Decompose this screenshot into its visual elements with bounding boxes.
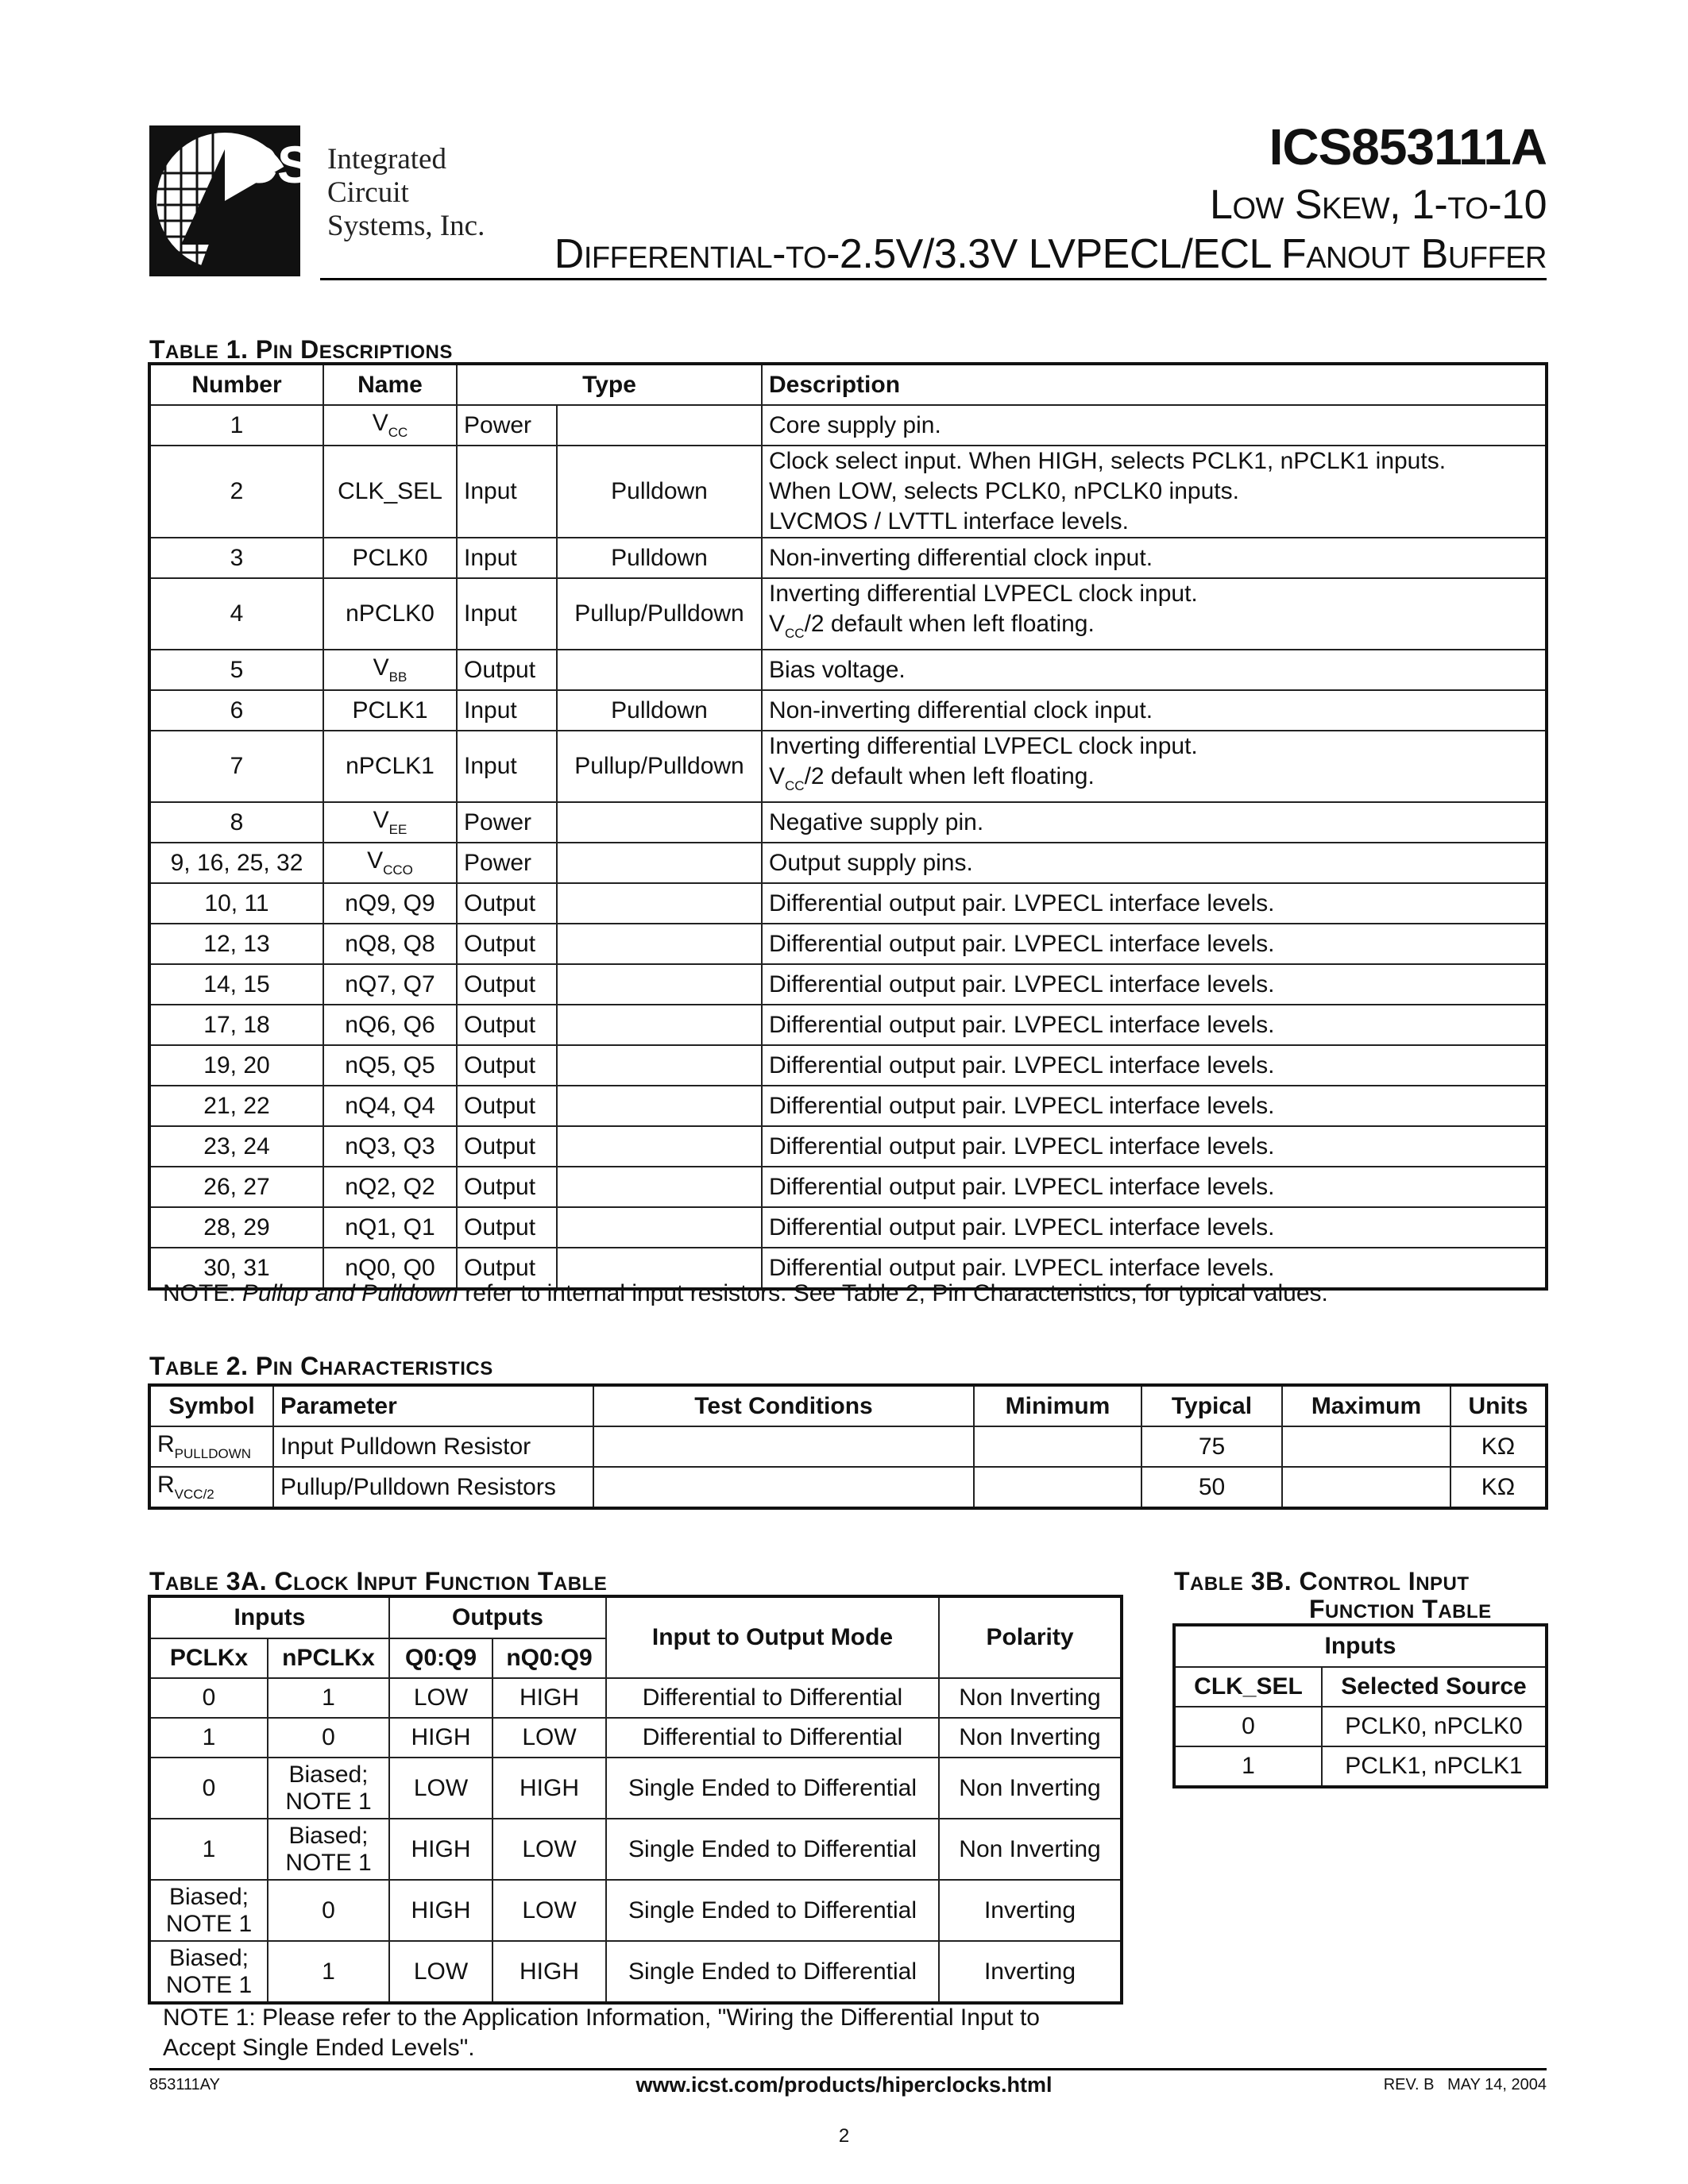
nq-cell: HIGH xyxy=(492,1941,606,2002)
company-name-line-1: Integrated xyxy=(327,143,446,176)
pin-pull xyxy=(557,650,762,690)
pin-name-subscript: EE xyxy=(388,822,408,837)
pin-number: 1 xyxy=(150,405,323,446)
pin-name: nQ4, Q4 xyxy=(323,1086,457,1126)
pin-name: nQ5, Q5 xyxy=(323,1045,457,1086)
table-row xyxy=(150,1167,1546,1207)
clk-sel-cell: 0 xyxy=(1175,1707,1322,1746)
table-row xyxy=(150,1678,1121,1718)
pin-type: Output xyxy=(457,1126,557,1167)
pin-pull xyxy=(557,843,762,883)
pin-pull: Pulldown xyxy=(557,538,762,578)
pin-pull xyxy=(557,1045,762,1086)
pin-description xyxy=(762,924,1546,964)
header-cell: Maximum xyxy=(1282,1386,1450,1426)
pin-number: 14, 15 xyxy=(150,964,323,1005)
company-name-line-3: Systems, Inc. xyxy=(327,210,485,242)
description-line: $V_{CC}/2$ default when left floating. xyxy=(769,763,1095,793)
pin-name: nQ7, Q7 xyxy=(323,964,457,1005)
table-row xyxy=(150,446,1546,538)
pin-number: 12, 13 xyxy=(150,924,323,964)
pin-description xyxy=(762,1045,1546,1086)
pin-description xyxy=(762,1167,1546,1207)
pin-number: 2 xyxy=(150,446,323,538)
q-cell: LOW xyxy=(389,1941,492,2002)
pin-description xyxy=(762,1126,1546,1167)
pin-number: 8 xyxy=(150,802,323,843)
page-number-text: 2 xyxy=(838,2125,850,2147)
description-line: Differential output pair. LVPECL interface levels. xyxy=(769,1133,1275,1160)
table1-note-italic: Pullup and Pulldown xyxy=(242,1280,458,1306)
header-number: Number xyxy=(150,365,323,405)
parameter-cell: Pullup/Pulldown Resistors xyxy=(273,1467,593,1507)
header-q: Q0:Q9 xyxy=(389,1638,492,1678)
cell-line: NOTE 1 xyxy=(285,1788,372,1815)
company-name-line-2: Circuit xyxy=(327,176,409,209)
mode-cell: Single Ended to Differential xyxy=(606,1819,939,1880)
polarity-cell: Non Inverting xyxy=(939,1819,1121,1880)
polarity-cell: Non Inverting xyxy=(939,1758,1121,1819)
pin-pull xyxy=(557,1086,762,1126)
pin-description xyxy=(762,578,1546,650)
pclkx-cell: 1 xyxy=(150,1718,268,1758)
subtitle-line-2: DIFFERENTIAL-TO-2.5V/3.3V LVPECL/ECL FANOUT BUFFER xyxy=(554,231,1547,277)
table3a-note xyxy=(163,2003,1040,2063)
maximum-cell xyxy=(1282,1426,1450,1467)
table-row xyxy=(150,924,1546,964)
pin-pull: Pullup/Pulldown xyxy=(557,731,762,802)
pin-description xyxy=(762,405,1546,446)
pin-name: $V_{BB}$ xyxy=(323,650,457,690)
nq-cell: LOW xyxy=(492,1880,606,1941)
pin-number: 10, 11 xyxy=(150,883,323,924)
pin-name: $V_{EE}$ xyxy=(323,802,457,843)
pclkx-cell: 0 xyxy=(150,1678,268,1718)
pin-pull xyxy=(557,802,762,843)
pin-number: 3 xyxy=(150,538,323,578)
npclkx-cell: 0 xyxy=(268,1880,389,1941)
parameter-cell: Input Pulldown Resistor xyxy=(273,1426,593,1467)
pin-name: $V_{CC}$ xyxy=(323,405,457,446)
pin-type: Input xyxy=(457,538,557,578)
description-line: Differential output pair. LVPECL interface levels. xyxy=(769,1011,1275,1038)
pin-name-subscript: BB xyxy=(388,669,408,685)
nq-cell: LOW xyxy=(492,1819,606,1880)
header-npclkx: nPCLKx xyxy=(268,1638,389,1678)
q-cell: LOW xyxy=(389,1758,492,1819)
table-row xyxy=(150,538,1546,578)
description-line: Negative supply pin. xyxy=(769,808,984,835)
header-selected-source: Selected Source xyxy=(1322,1667,1546,1707)
pin-description xyxy=(762,538,1546,578)
pin-description xyxy=(762,1005,1546,1045)
table-row xyxy=(1175,1746,1546,1786)
table-row xyxy=(150,1207,1546,1248)
description-line: Differential output pair. LVPECL interface levels. xyxy=(769,1092,1275,1119)
pin-name: nQ3, Q3 xyxy=(323,1126,457,1167)
pin-number: 9, 16, 25, 32 xyxy=(150,843,323,883)
header-clk-sel: CLK_SEL xyxy=(1175,1667,1322,1707)
pin-description xyxy=(762,964,1546,1005)
pin-type: Output xyxy=(457,1086,557,1126)
pin-number: 17, 18 xyxy=(150,1005,323,1045)
pin-type: Input xyxy=(457,578,557,650)
npclkx-cell xyxy=(268,1758,389,1819)
pin-type: Output xyxy=(457,1167,557,1207)
table-row xyxy=(150,883,1546,924)
q-cell: HIGH xyxy=(389,1819,492,1880)
header-type: Type xyxy=(457,365,762,405)
pclkx-cell: 1 xyxy=(150,1819,268,1880)
npclkx-cell: 1 xyxy=(268,1678,389,1718)
description-line: $V_{CC}/2$ default when left floating. xyxy=(769,611,1095,641)
page-number xyxy=(0,2125,1688,2147)
pin-name-subscript: CCO xyxy=(383,862,413,878)
pin-characteristics-table xyxy=(149,1385,1547,1508)
table-row xyxy=(150,650,1546,690)
header-cell: Minimum xyxy=(974,1386,1141,1426)
pin-name: nQ1, Q1 xyxy=(323,1207,457,1248)
table1-note xyxy=(163,1280,1328,1307)
pin-pull xyxy=(557,1167,762,1207)
pin-pull: Pullup/Pulldown xyxy=(557,578,762,650)
symbol-cell: $R_{PULLDOWN}$ xyxy=(150,1426,273,1467)
polarity-cell: Inverting xyxy=(939,1941,1121,2002)
description-line: Differential output pair. LVPECL interface levels. xyxy=(769,1214,1275,1241)
footer-doc-id: 853111AY xyxy=(149,2076,220,2093)
cell-line: Biased; xyxy=(288,1822,369,1849)
pin-name: $V_{CCO}$ xyxy=(323,843,457,883)
cell-line: Biased; xyxy=(288,1761,369,1788)
part-number-title: ICS853111A xyxy=(1269,118,1547,176)
units-cell: KΩ xyxy=(1450,1426,1546,1467)
pin-number: 19, 20 xyxy=(150,1045,323,1086)
table-row xyxy=(150,1045,1546,1086)
pin-type: Output xyxy=(457,964,557,1005)
minimum-cell xyxy=(974,1426,1141,1467)
description-line: Differential output pair. LVPECL interface levels. xyxy=(769,970,1275,997)
description-line: Differential output pair. LVPECL interface levels. xyxy=(769,930,1275,957)
pin-name: PCLK1 xyxy=(323,690,457,731)
pin-type: Input xyxy=(457,690,557,731)
pin-type: Power xyxy=(457,843,557,883)
description-line: Inverting differential LVPECL clock input. xyxy=(769,733,1198,759)
description-line: Output supply pins. xyxy=(769,849,973,876)
polarity-cell: Inverting xyxy=(939,1880,1121,1941)
pin-pull xyxy=(557,1126,762,1167)
description-line: Differential output pair. LVPECL interface levels. xyxy=(769,1254,1275,1281)
pin-type: Output xyxy=(457,1248,557,1288)
table1-caption: TABLE 1. PIN DESCRIPTIONS xyxy=(149,335,453,364)
pin-pull: Pulldown xyxy=(557,690,762,731)
pin-name: nQ8, Q8 xyxy=(323,924,457,964)
typical-cell: 75 xyxy=(1141,1426,1282,1467)
cell-line: Biased; xyxy=(168,1883,249,1910)
header-cell: Units xyxy=(1450,1386,1546,1426)
q-cell: HIGH xyxy=(389,1880,492,1941)
pin-number: 7 xyxy=(150,731,323,802)
table-row xyxy=(150,1086,1546,1126)
header-cell: Parameter xyxy=(273,1386,593,1426)
pin-description xyxy=(762,883,1546,924)
table1-note-rest: refer to internal input resistors. See Table 2, Pin Characteristics, for typical values. xyxy=(458,1280,1328,1306)
pin-pull xyxy=(557,924,762,964)
pin-name: nQ9, Q9 xyxy=(323,883,457,924)
pin-number: 6 xyxy=(150,690,323,731)
table-row xyxy=(1175,1707,1546,1746)
table-row xyxy=(150,1718,1121,1758)
pin-name: nPCLK1 xyxy=(323,731,457,802)
table-row xyxy=(150,1467,1546,1507)
header-cell: Symbol xyxy=(150,1386,273,1426)
nq-cell: HIGH xyxy=(492,1678,606,1718)
footer-revision: REV. B MAY 14, 2004 xyxy=(1383,2076,1547,2093)
npclkx-cell: 0 xyxy=(268,1718,389,1758)
header-description: Description xyxy=(762,365,1546,405)
mode-cell: Differential to Differential xyxy=(606,1678,939,1718)
pin-name: nPCLK0 xyxy=(323,578,457,650)
table3a-note-line-1: NOTE 1: Please refer to the Application Information, "Wiring the Differential Input to xyxy=(163,2005,1040,2031)
pin-description xyxy=(762,690,1546,731)
pin-type: Output xyxy=(457,1207,557,1248)
pin-number: 30, 31 xyxy=(150,1248,323,1288)
pin-type: Output xyxy=(457,1005,557,1045)
table-row xyxy=(150,802,1546,843)
header-pclkx: PCLKx xyxy=(150,1638,268,1678)
description-line: Non-inverting differential clock input. xyxy=(769,544,1153,571)
pin-name: PCLK0 xyxy=(323,538,457,578)
header-name: Name xyxy=(323,365,457,405)
table-row xyxy=(150,578,1546,650)
pin-type: Output xyxy=(457,1045,557,1086)
nq-cell: LOW xyxy=(492,1718,606,1758)
q-cell: HIGH xyxy=(389,1718,492,1758)
description-line: When LOW, selects PCLK0, nPCLK0 inputs. xyxy=(769,478,1239,504)
pin-number: 28, 29 xyxy=(150,1207,323,1248)
table1-note-prefix: NOTE: xyxy=(163,1280,243,1306)
table3b-caption-line-1: TABLE 3B. CONTROL INPUT xyxy=(1174,1567,1470,1596)
header-polarity: Polarity xyxy=(939,1597,1121,1678)
table-row xyxy=(150,1819,1121,1880)
table3a-caption: TABLE 3A. CLOCK INPUT FUNCTION TABLE xyxy=(149,1567,608,1596)
control-input-function-table xyxy=(1174,1625,1547,1787)
pin-number: 21, 22 xyxy=(150,1086,323,1126)
table-row xyxy=(150,690,1546,731)
table-row xyxy=(150,1426,1546,1467)
pclkx-cell: 0 xyxy=(150,1758,268,1819)
description-line: Core supply pin. xyxy=(769,411,941,438)
symbol-subscript: PULLDOWN xyxy=(174,1446,252,1461)
pin-name-subscript: CC xyxy=(388,425,408,440)
pin-number: 26, 27 xyxy=(150,1167,323,1207)
pin-type: Power xyxy=(457,405,557,446)
table3b-caption-line-2: FUNCTION TABLE xyxy=(1309,1595,1492,1623)
cell-line: Biased; xyxy=(168,1944,249,1971)
table-row xyxy=(150,731,1546,802)
description-line: Bias voltage. xyxy=(769,656,906,683)
mode-cell: Single Ended to Differential xyxy=(606,1880,939,1941)
pin-number: 4 xyxy=(150,578,323,650)
test-conditions-cell xyxy=(593,1467,974,1507)
npclkx-cell: 1 xyxy=(268,1941,389,2002)
pin-description xyxy=(762,802,1546,843)
mode-cell: Differential to Differential xyxy=(606,1718,939,1758)
pin-description xyxy=(762,843,1546,883)
minimum-cell xyxy=(974,1467,1141,1507)
pclkx-cell xyxy=(150,1880,268,1941)
header-cell: Test Conditions xyxy=(593,1386,974,1426)
cell-line: NOTE 1 xyxy=(165,1971,253,1998)
pin-pull xyxy=(557,883,762,924)
selected-source-cell: PCLK0, nPCLK0 xyxy=(1322,1707,1546,1746)
pin-description xyxy=(762,1207,1546,1248)
cell-line: NOTE 1 xyxy=(165,1910,253,1937)
pin-description xyxy=(762,731,1546,802)
svg-text:ICS: ICS xyxy=(225,135,313,194)
header-mode: Input to Output Mode xyxy=(606,1597,939,1678)
clk-sel-cell: 1 xyxy=(1175,1746,1322,1786)
description-line: LVCMOS / LVTTL interface levels. xyxy=(769,508,1129,534)
q-cell: LOW xyxy=(389,1678,492,1718)
clock-input-function-table xyxy=(149,1596,1122,2003)
typical-cell: 50 xyxy=(1141,1467,1282,1507)
pin-pull xyxy=(557,1207,762,1248)
pin-pull xyxy=(557,964,762,1005)
selected-source-cell: PCLK1, nPCLK1 xyxy=(1322,1746,1546,1786)
description-line: Differential output pair. LVPECL interface levels. xyxy=(769,1173,1275,1200)
table2-caption: TABLE 2. PIN CHARACTERISTICS xyxy=(149,1352,493,1380)
pin-type: Input xyxy=(457,446,557,538)
pin-name: nQ6, Q6 xyxy=(323,1005,457,1045)
symbol-cell: $R_{VCC/2}$ xyxy=(150,1467,273,1507)
pin-number: 5 xyxy=(150,650,323,690)
subtitle-line-1: LOW SKEW, 1-TO-10 xyxy=(1210,182,1547,228)
pin-type: Power xyxy=(457,802,557,843)
table-row xyxy=(150,1758,1121,1819)
table-row xyxy=(150,1941,1121,2002)
header-nq: nQ0:Q9 xyxy=(492,1638,606,1678)
group-inputs: Inputs xyxy=(150,1597,389,1638)
pin-description xyxy=(762,650,1546,690)
pin-type: Input xyxy=(457,731,557,802)
description-line: Differential output pair. LVPECL interface levels. xyxy=(769,889,1275,916)
polarity-cell: Non Inverting xyxy=(939,1718,1121,1758)
maximum-cell xyxy=(1282,1467,1450,1507)
symbol-subscript: VCC/2 xyxy=(174,1487,214,1502)
description-line: Differential output pair. LVPECL interface levels. xyxy=(769,1051,1275,1078)
pclkx-cell xyxy=(150,1941,268,2002)
footer-url-text[interactable]: www.icst.com/products/hiperclocks.html xyxy=(635,2073,1053,2097)
table-row xyxy=(150,964,1546,1005)
vcc-subscript: CC xyxy=(785,778,805,793)
pin-type: Output xyxy=(457,924,557,964)
pin-name: CLK_SEL xyxy=(323,446,457,538)
pin-type: Output xyxy=(457,883,557,924)
polarity-cell: Non Inverting xyxy=(939,1678,1121,1718)
nq-cell: HIGH xyxy=(492,1758,606,1819)
npclkx-cell xyxy=(268,1819,389,1880)
header-cell: Typical xyxy=(1141,1386,1282,1426)
pin-pull xyxy=(557,405,762,446)
units-cell: KΩ xyxy=(1450,1467,1546,1507)
pin-number: 23, 24 xyxy=(150,1126,323,1167)
mode-cell: Single Ended to Differential xyxy=(606,1941,939,2002)
pin-descriptions-table xyxy=(149,364,1547,1289)
description-line: Clock select input. When HIGH, selects PCLK1, nPCLK1 inputs. xyxy=(769,448,1447,474)
table3a-note-line-2: Accept Single Ended Levels". xyxy=(163,2035,475,2061)
vcc-subscript: CC xyxy=(785,626,805,641)
pin-name: nQ2, Q2 xyxy=(323,1167,457,1207)
table-row xyxy=(150,1880,1121,1941)
description-line: Non-inverting differential clock input. xyxy=(769,696,1153,723)
pin-pull xyxy=(557,1005,762,1045)
ics-logo xyxy=(149,125,313,276)
header-rule xyxy=(320,278,1547,280)
cell-line: NOTE 1 xyxy=(285,1849,372,1876)
pin-description xyxy=(762,1086,1546,1126)
description-line: Inverting differential LVPECL clock input. xyxy=(769,581,1198,607)
pin-type: Output xyxy=(457,650,557,690)
test-conditions-cell xyxy=(593,1426,974,1467)
pin-name: nQ0, Q0 xyxy=(323,1248,457,1288)
table-row xyxy=(150,1126,1546,1167)
table-row xyxy=(150,1005,1546,1045)
pin-description xyxy=(762,446,1546,538)
mode-cell: Single Ended to Differential xyxy=(606,1758,939,1819)
group-inputs: Inputs xyxy=(1175,1626,1546,1667)
pin-pull: Pulldown xyxy=(557,446,762,538)
group-outputs: Outputs xyxy=(389,1597,606,1638)
table-row xyxy=(150,405,1546,446)
table-row xyxy=(150,843,1546,883)
footer-rule xyxy=(149,2068,1547,2070)
